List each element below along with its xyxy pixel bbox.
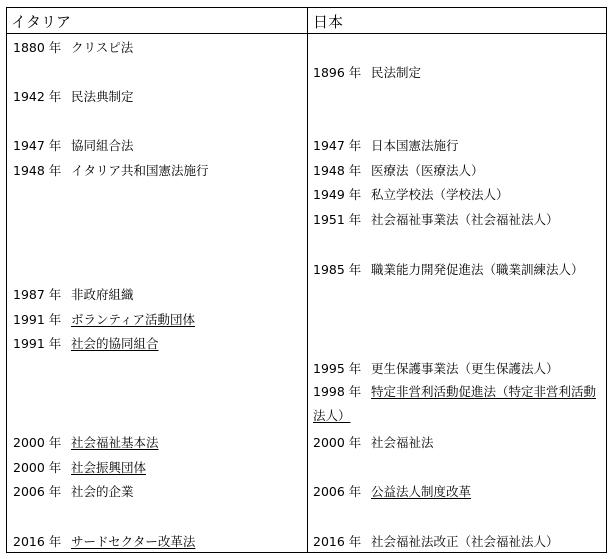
italy-row: 1987 年 非政府組織	[13, 287, 134, 302]
japan-row: 1949 年 私立学校法（学校法人）	[313, 187, 509, 202]
japan-row: 2006 年 公益法人制度改革	[313, 484, 472, 499]
italy-row: 2000 年 社会福祉基本法	[13, 435, 159, 450]
italy-row: 1947 年 協同組合法	[13, 138, 134, 153]
italy-row: 2006 年 社会的企業	[13, 484, 134, 499]
japan-row: 1998 年 特定非営利活動促進法（特定非営利活動法人）	[313, 384, 597, 423]
japan-row: 1951 年 社会福祉事業法（社会福祉法人）	[313, 212, 559, 227]
italy-row: 2016 年 サードセクター改革法	[13, 534, 196, 549]
italy-row: 1942 年 民法典制定	[13, 89, 134, 104]
japan-row: 2000 年 社会福祉法	[313, 435, 434, 450]
japan-row: 1896 年 民法制定	[313, 65, 422, 80]
italy-row: 1948 年 イタリア共和国憲法施行	[13, 163, 209, 178]
comparison-table	[6, 7, 607, 553]
italy-row: 1991 年 社会的協同組合	[13, 336, 159, 351]
header-italy: イタリア	[11, 13, 72, 31]
italy-row: 1991 年 ボランティア活動団体	[13, 312, 196, 327]
italy-row: 1880 年 クリスピ法	[13, 40, 134, 55]
japan-row: 2016 年 社会福祉法改正（社会福祉法人）	[313, 534, 559, 549]
japan-row: 1947 年 日本国憲法施行	[313, 138, 459, 153]
japan-row: 1995 年 更生保護事業法（更生保護法人）	[313, 361, 559, 376]
japan-row: 1948 年 医療法（医療法人）	[313, 163, 484, 178]
header-japan: 日本	[313, 13, 344, 31]
column-divider	[307, 8, 308, 552]
japan-row: 1985 年 職業能力開発促進法（職業訓練法人）	[313, 262, 584, 277]
italy-row: 2000 年 社会振興団体	[13, 460, 147, 475]
